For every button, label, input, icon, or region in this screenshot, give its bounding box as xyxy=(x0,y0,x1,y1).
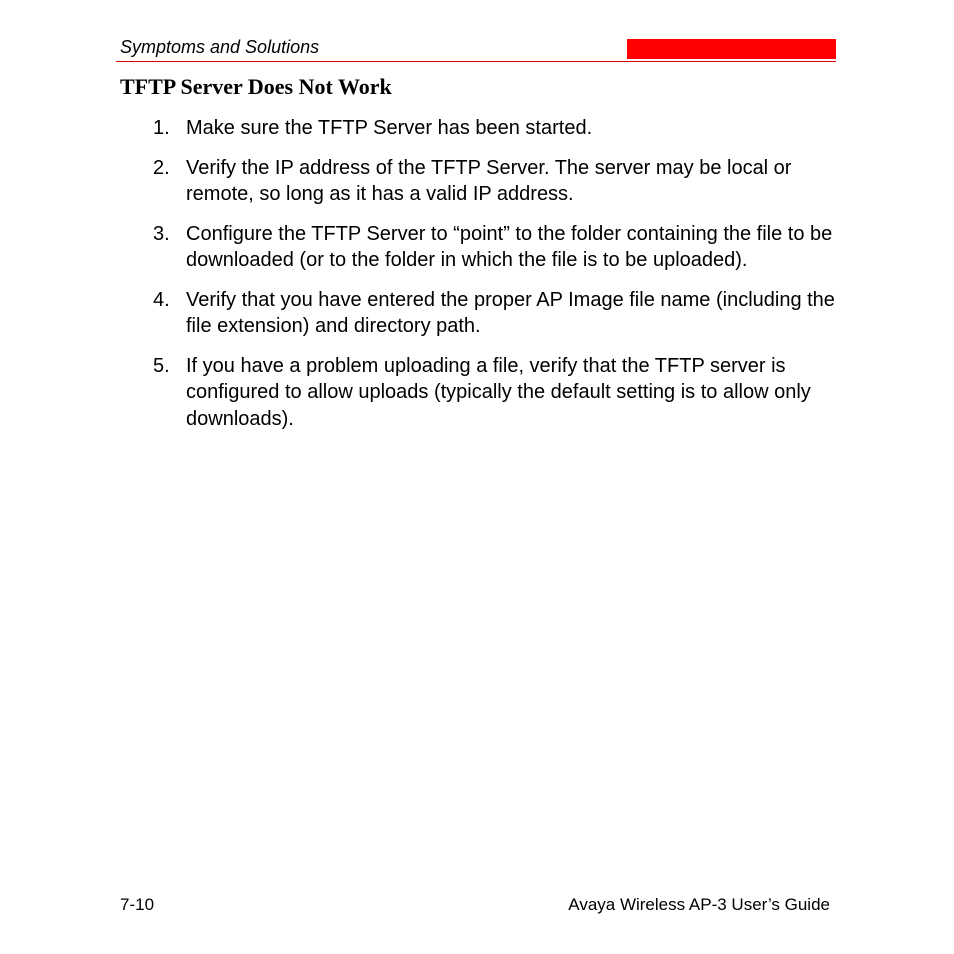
step-item xyxy=(153,155,843,208)
step-text: Configure the TFTP Server to “point” to the folder containing the file to be downloaded (or to the folder in which the file is to be uploaded). xyxy=(186,222,833,271)
running-header-title: Symptoms and Solutions xyxy=(120,37,320,57)
guide-title: Avaya Wireless AP-3 User’s Guide xyxy=(568,895,830,914)
section-heading: TFTP Server Does Not Work xyxy=(120,74,392,99)
step-item xyxy=(153,221,843,274)
step-number: 3. xyxy=(153,222,170,245)
step-number: 5. xyxy=(153,354,170,377)
step-number: 2. xyxy=(153,156,170,179)
step-number: 4. xyxy=(153,288,170,311)
page-number: 7-10 xyxy=(120,895,155,914)
steps-list xyxy=(153,115,843,445)
step-item xyxy=(153,353,843,433)
step-number: 1. xyxy=(153,117,170,139)
step-text: Verify the IP address of the TFTP Server. The server may be local or remote, so long as it has a valid IP address. xyxy=(186,156,792,205)
step-text: Verify that you have entered the proper AP Image file name (including the file extension) and directory path. xyxy=(186,288,835,337)
step-item xyxy=(153,115,843,142)
step-item xyxy=(153,287,843,340)
header-accent-bar xyxy=(627,39,836,59)
step-text: Make sure the TFTP Server has been started. xyxy=(186,117,593,139)
step-text: If you have a problem uploading a file, verify that the TFTP server is configured to allow uploads (typically the default setting is to allow only downloads). xyxy=(186,354,811,430)
header-rule xyxy=(116,61,836,62)
